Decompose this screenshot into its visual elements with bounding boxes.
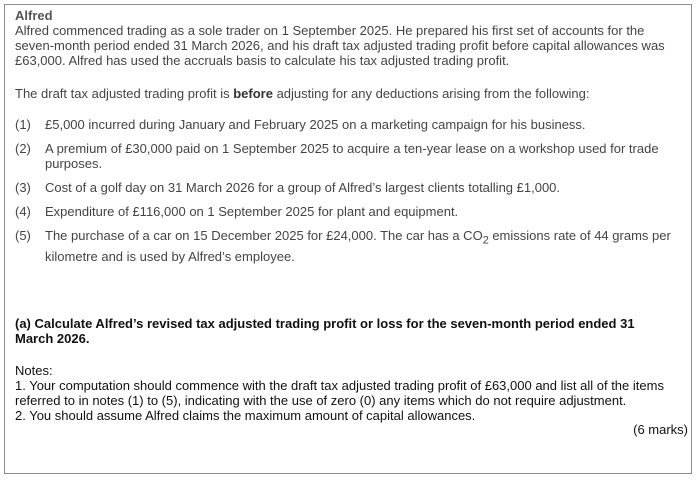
list-item-text: £5,000 incurred during January and February 2025 on a marketing campaign for his business. [45,117,586,132]
list-item-text-before: The purchase of a car on 15 December 2025 for £24,000. The car has a CO [45,228,483,243]
notes-block [15,363,687,423]
draft-text-before: The draft tax adjusted trading profit is [15,86,234,101]
marks-label: (6 marks) [633,422,688,437]
scenario-block [15,8,683,273]
list-item-number: (3) [15,180,31,195]
list-item-text: Expenditure of £116,000 on 1 September 2025 for plant and equipment. [45,204,459,219]
scenario-heading: Alfred [15,8,53,23]
list-item-number: (2) [15,141,31,156]
list-item-text-after: emissions rate of 44 grams per kilometre and is used by Alfred’s employee. [45,228,671,264]
list-item [15,180,683,195]
list-item-text: A premium of £30,000 paid on 1 September 2025 to acquire a ten-year lease on a workshop used for trade purposes. [45,141,659,171]
question-part-a: (a) Calculate Alfred’s revised tax adjusted trading profit or loss for the seven-month period ended 31 March 2026. [15,316,635,346]
list-item-text: Cost of a golf day on 31 March 2026 for a group of Alfred’s largest clients totalling £1,000. [45,180,561,195]
notes-line: 2. You should assume Alfred claims the maximum amount of capital allowances. [15,408,476,423]
list-item-number: (1) [15,117,31,132]
adjustment-items-list [15,117,683,264]
notes-line: 1. Your computation should commence with the draft tax adjusted trading profit of £63,000 and list all of the items referred to in notes (1) to (5), indicating with the use of zero (0) any items which do not require adjustment. [15,378,664,408]
list-item [15,141,683,171]
notes-title: Notes: [15,363,53,378]
list-item-number: (4) [15,204,31,219]
subscript: 2 [482,234,489,247]
list-item [15,204,683,219]
list-item [15,228,683,264]
list-item [15,117,683,132]
draft-profit-statement [15,86,683,101]
list-item-text [45,228,671,264]
list-item-number: (5) [15,228,31,243]
draft-text-after: adjusting for any deductions arising from the following: [272,86,590,101]
scenario-intro: Alfred commenced trading as a sole trader on 1 September 2025. He prepared his first set of accounts for the seven-month period ended 31 March 2026, and his draft tax adjusted trading profit before capital allowances was £63,000. Alfred has used the accruals basis to calculate his tax adjusted trading profit. [15,23,665,68]
draft-emphasis: before [233,86,273,101]
